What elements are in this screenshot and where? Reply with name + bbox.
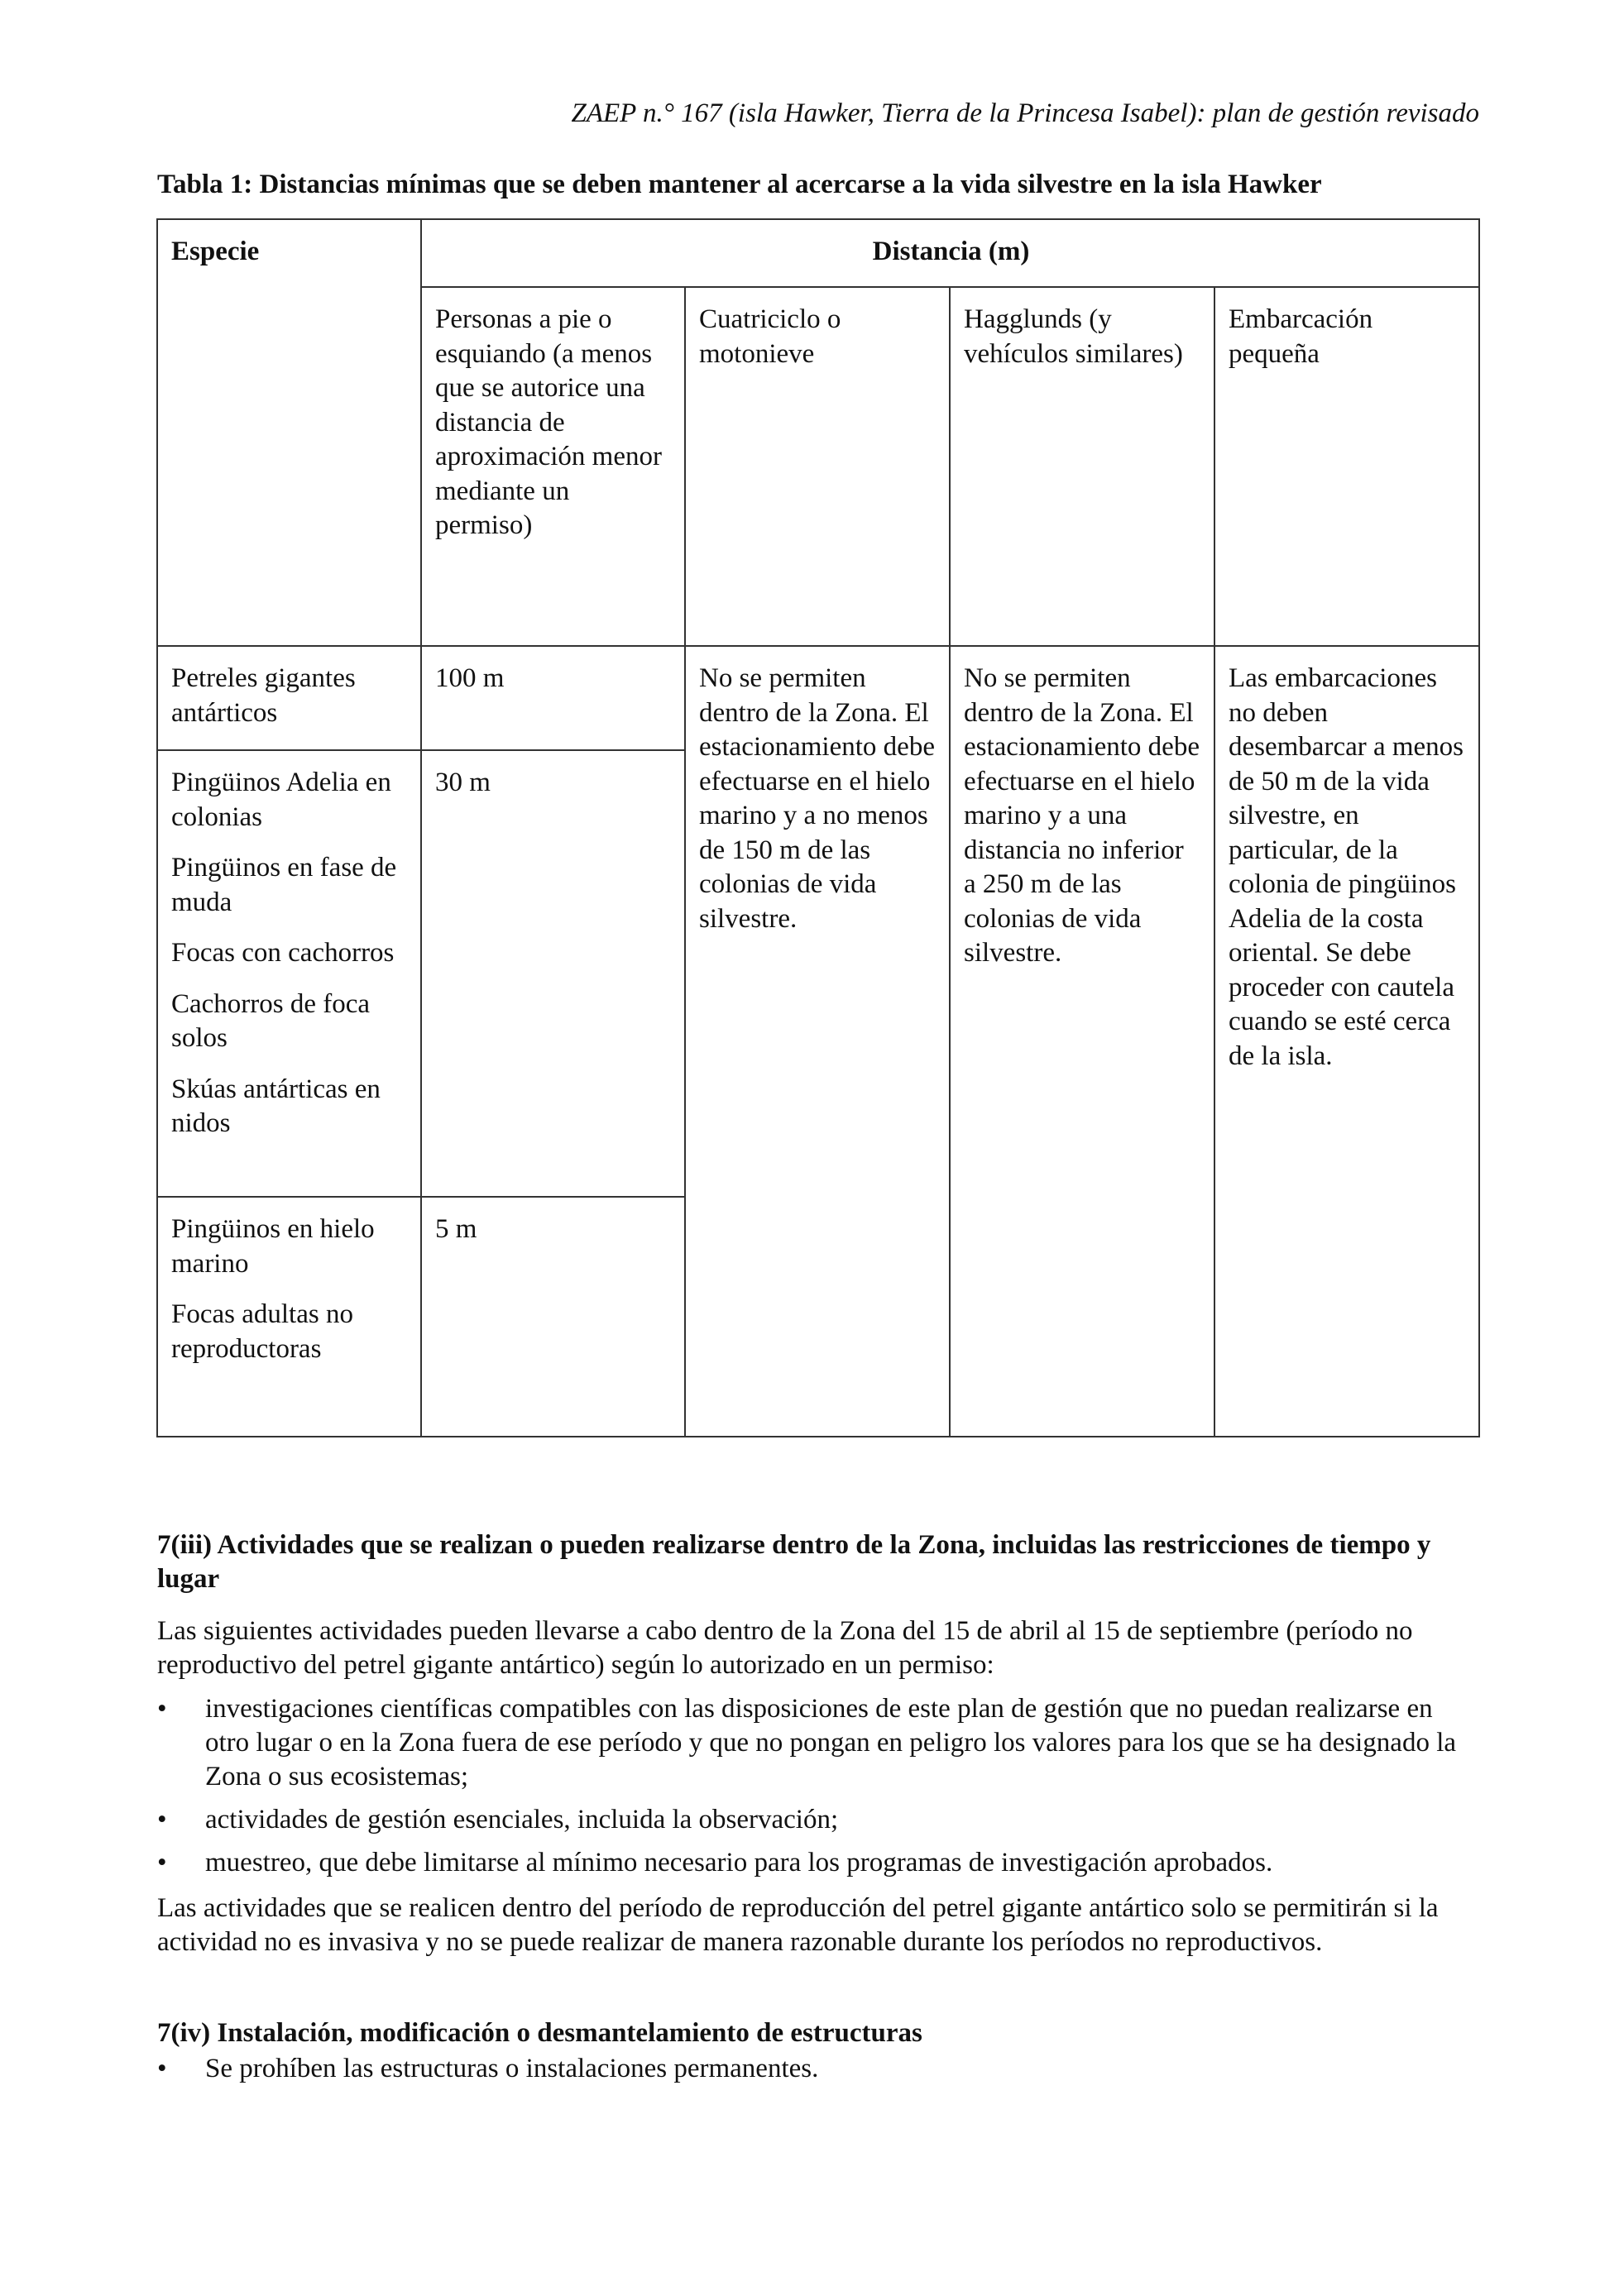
section-heading: 7(iii) Actividades que se realizan o pueden realizarse dentro de la Zona, incluidas las restricciones de tiempo y lugar [157,1530,1431,1594]
structure-list [157,2052,1481,2086]
species-cell [157,1197,421,1437]
section-iii [157,1528,1481,1959]
list-item-text: actividades de gestión esenciales, incluida la observación; [205,1805,839,1834]
bullet-icon: • [157,1805,167,1834]
distance-table [156,218,1480,1437]
bullet-icon: • [157,1848,167,1877]
bullet-icon: • [157,2054,167,2083]
species-name: Cachorros de foca solos [171,988,371,1053]
species-name: Skúas antárticas en nidos [171,1074,381,1138]
distance-cell: 5 m [421,1197,685,1437]
running-header: ZAEP n.° 167 (isla Hawker, Tierra de la Princesa Isabel): plan de gestión revisado [571,98,1479,128]
header-species: Especie [157,219,421,646]
section-iv [157,2016,1481,2086]
subheader-boat: Embarcación pequeña [1214,287,1479,646]
species-name: Focas adultas no reproductoras [171,1299,353,1364]
species-name: Focas con cachorros [171,938,395,968]
boat-rule-cell: Las embarcaciones no deben desembarcar a menos de 50 m de la vida silvestre, en particular, de la colonia de pingüinos Adelia de la costa oriental. Se debe proceder con cautela cuando se esté cerca de la isla. [1214,646,1479,1437]
subheader-atv: Cuatriciclo o motonieve [685,287,950,646]
list-item [157,1692,1481,1794]
hagglunds-rule-cell: No se permiten dentro de la Zona. El estacionamiento debe efectuarse en el hielo marino y a una distancia no inferior a 250 m de las colonias de vida silvestre. [950,646,1214,1437]
list-item [157,1846,1481,1880]
list-item-text: Se prohíben las estructuras o instalaciones permanentes. [205,2054,819,2083]
subheader-foot: Personas a pie o esquiando (a menos que se autorice una distancia de aproximación menor mediante un permiso) [421,287,685,646]
species-name: Pingüinos en fase de muda [171,853,397,917]
atv-rule-cell: No se permiten dentro de la Zona. El estacionamiento debe efectuarse en el hielo marino y a no menos de 150 m de las colonias de vida silvestre. [685,646,950,1437]
section-intro: Las siguientes actividades pueden llevarse a cabo dentro de la Zona del 15 de abril al 15 de septiembre (período no reproductivo del petrel gigante antártico) según lo autorizado en un permiso: [157,1616,1413,1680]
species-name: Pingüinos en hielo marino [171,1214,375,1279]
activity-list [157,1692,1481,1880]
bullet-icon: • [157,1694,167,1724]
list-item-text: investigaciones científicas compatibles con las disposiciones de este plan de gestión que no puedan realizarse en otro lugar o en la Zona fuera de ese período y que no pongan en peligro los valores para los que se ha designado la Zona o sus ecosistemas; [205,1694,1457,1791]
section-closing: Las actividades que se realicen dentro del período de reproducción del petrel gigante antártico solo se permitirán si la actividad no es invasiva y no se puede realizar de manera razonable durante los períodos no reproductivos. [157,1893,1439,1957]
list-item [157,2052,1481,2086]
header-distance: Distancia (m) [421,219,1479,287]
list-item [157,1803,1481,1837]
species-name: Petreles gigantes antárticos [171,663,356,728]
distance-cell: 30 m [421,750,685,1197]
table-caption: Tabla 1: Distancias mínimas que se deben mantener al acercarse a la vida silvestre en la isla Hawker [157,170,1322,199]
species-cell [157,750,421,1197]
list-item-text: muestreo, que debe limitarse al mínimo necesario para los programas de investigación aprobados. [205,1848,1273,1877]
species-name: Pingüinos Adelia en colonias [171,768,391,832]
distance-cell: 100 m [421,646,685,750]
subheader-hagglunds: Hagglunds (y vehículos similares) [950,287,1214,646]
species-cell [157,646,421,750]
section-heading: 7(iv) Instalación, modificación o desmantelamiento de estructuras [157,2018,922,2048]
